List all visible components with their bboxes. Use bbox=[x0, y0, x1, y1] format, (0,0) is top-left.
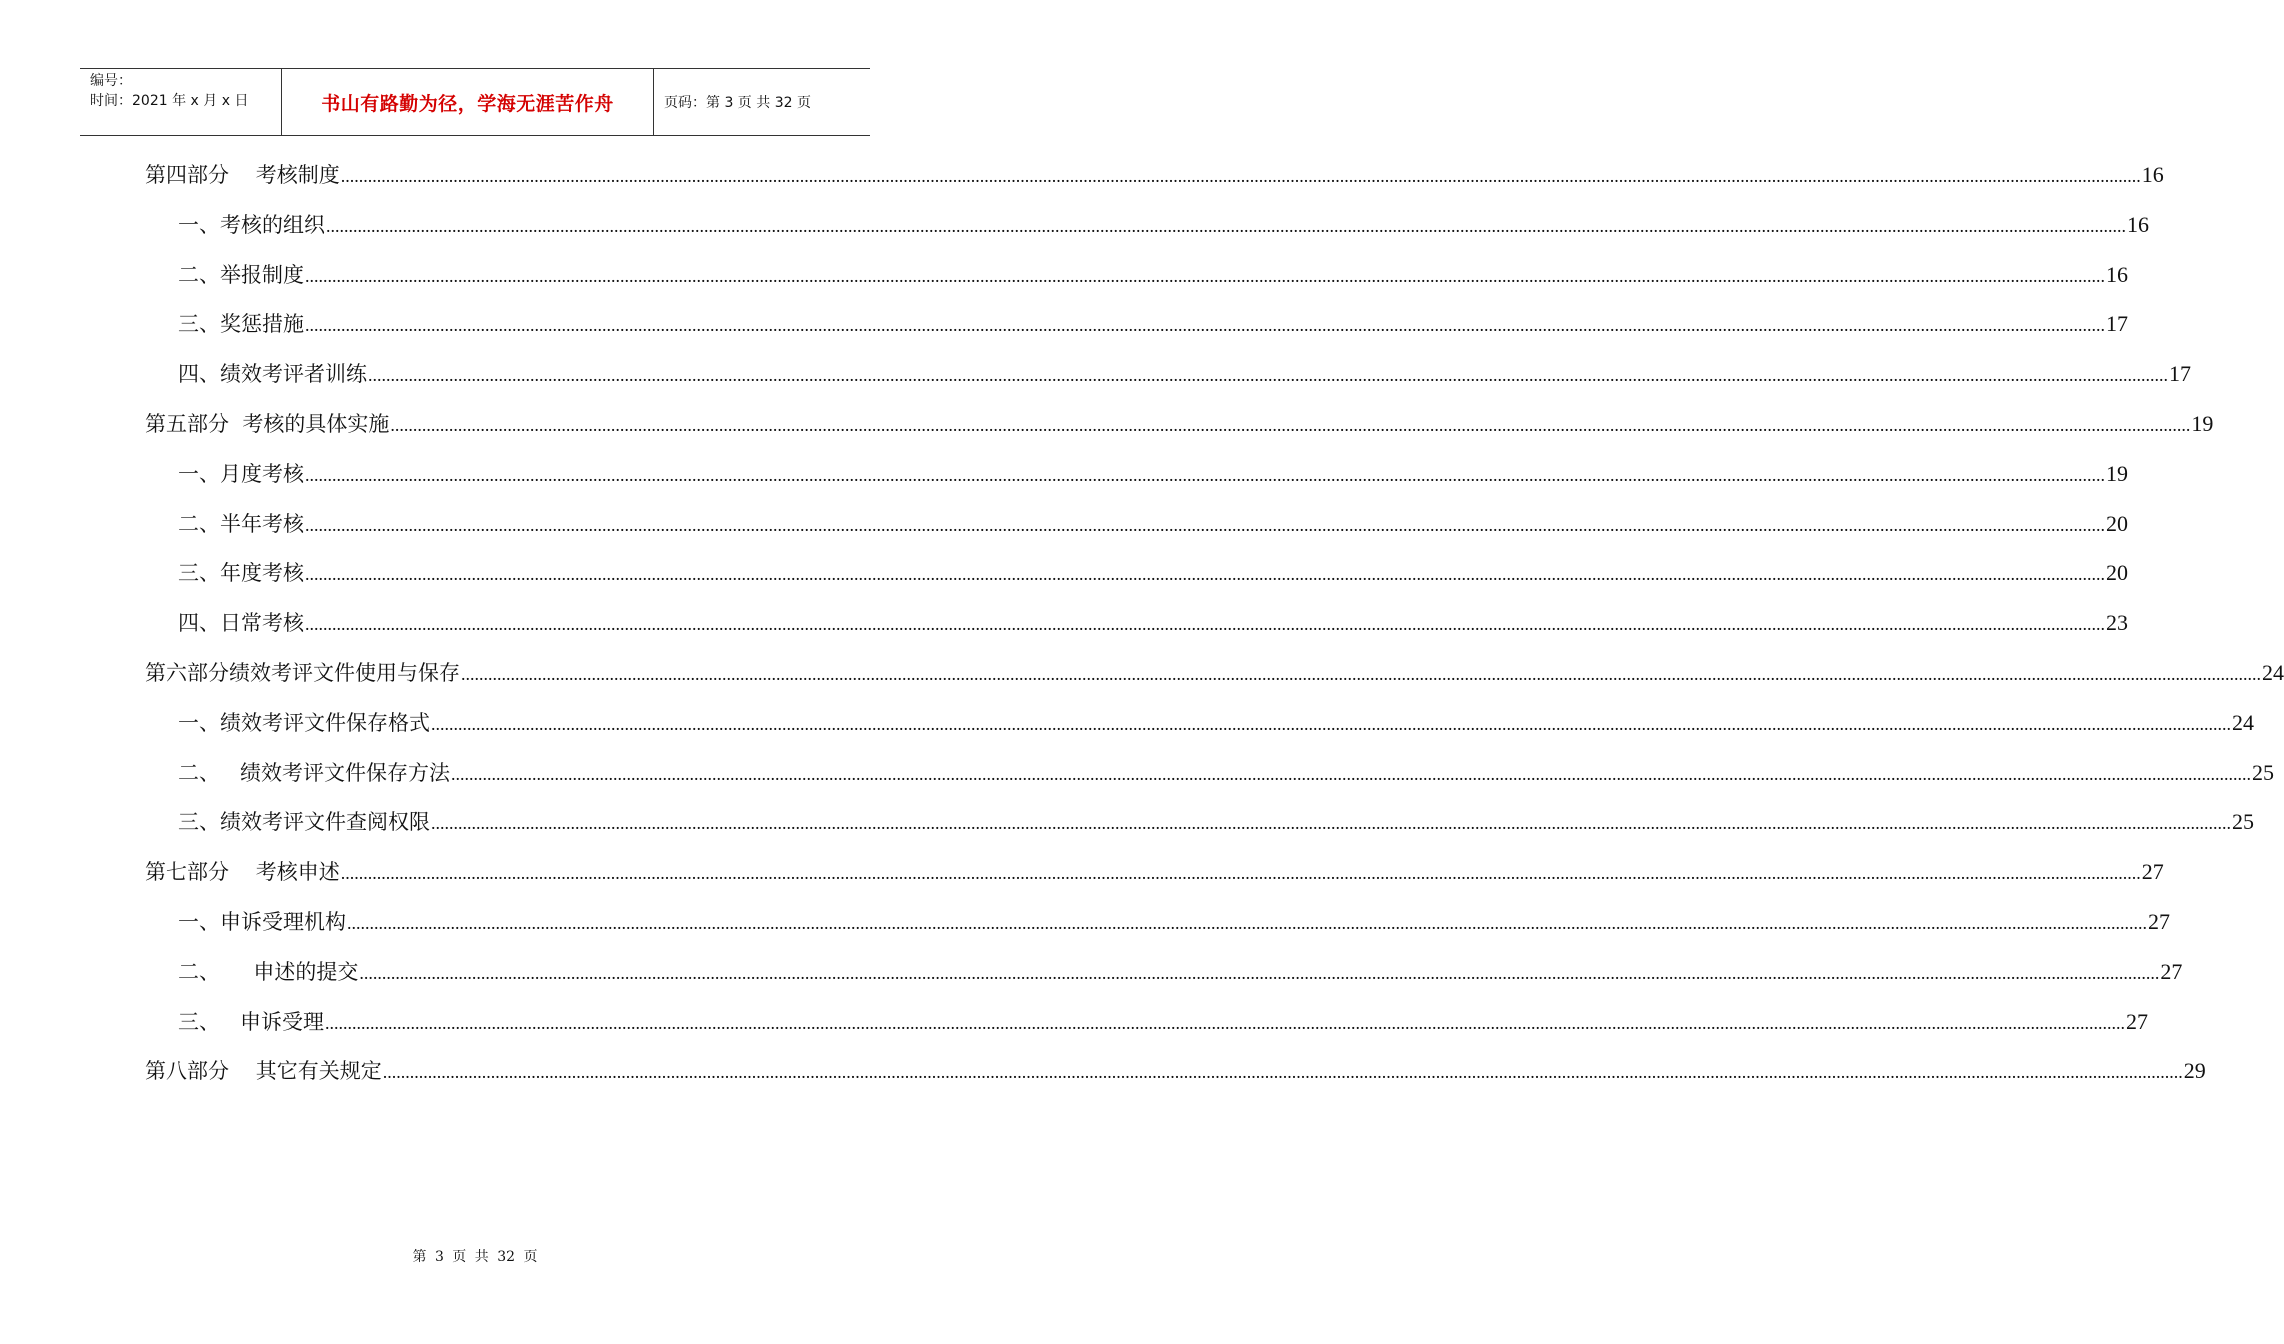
toc-entry-title: 第六部分绩效考评文件使用与保存 bbox=[145, 661, 460, 685]
toc-dot-leader: ................................................................................................................................................................................................................................................................................................................................................................................................................ bbox=[382, 1062, 2183, 1083]
toc-entry-title: 二、举报制度 bbox=[178, 262, 304, 287]
toc-section-entry[interactable] bbox=[178, 210, 2149, 240]
toc-dot-leader: ................................................................................................................................................................................................................................................................................................................................................................................................................ bbox=[305, 315, 2105, 336]
toc-dot-leader: ................................................................................................................................................................................................................................................................................................................................................................................................................ bbox=[305, 614, 2105, 635]
toc-entry-page-number: 24 bbox=[2232, 709, 2254, 735]
toc-section-entry[interactable] bbox=[178, 608, 2128, 638]
toc-entry-title: 二、 申述的提交 bbox=[178, 959, 359, 984]
toc-entry-title: 第七部分 考核申述 bbox=[145, 860, 340, 885]
toc-part-entry[interactable] bbox=[145, 1056, 2206, 1086]
toc-section-entry[interactable] bbox=[178, 260, 2128, 290]
toc-dot-leader: ................................................................................................................................................................................................................................................................................................................................................................................................................ bbox=[451, 763, 2252, 784]
toc-dot-leader: ................................................................................................................................................................................................................................................................................................................................................................................................................ bbox=[305, 514, 2105, 535]
header-page-cell bbox=[654, 69, 870, 135]
toc-section-entry[interactable] bbox=[178, 907, 2170, 937]
toc-entry-page-number: 23 bbox=[2106, 610, 2128, 636]
toc-dot-leader: ................................................................................................................................................................................................................................................................................................................................................................................................................ bbox=[340, 863, 2141, 884]
toc-section-entry[interactable] bbox=[178, 1007, 2149, 1037]
toc-entry-title: 一、绩效考评文件保存格式 bbox=[178, 710, 430, 735]
toc-entry-title: 第五部分 考核的具体实施 bbox=[145, 412, 390, 436]
toc-entry-page-number: 29 bbox=[2183, 1058, 2206, 1084]
toc-entry-page-number: 17 bbox=[2106, 311, 2128, 337]
toc-part-entry[interactable] bbox=[145, 857, 2164, 887]
toc-dot-leader: ................................................................................................................................................................................................................................................................................................................................................................................................................ bbox=[305, 464, 2105, 485]
toc-dot-leader: ................................................................................................................................................................................................................................................................................................................................................................................................................ bbox=[431, 713, 2231, 734]
toc-section-entry[interactable] bbox=[178, 558, 2128, 588]
toc-dot-leader: ................................................................................................................................................................................................................................................................................................................................................................................................................ bbox=[359, 962, 2160, 983]
toc-entry-title: 第四部分 考核制度 bbox=[145, 163, 340, 187]
toc-dot-leader: ................................................................................................................................................................................................................................................................................................................................................................................................................ bbox=[347, 913, 2147, 933]
toc-dot-leader: ................................................................................................................................................................................................................................................................................................................................................................................................................ bbox=[431, 813, 2231, 834]
toc-entry-title: 二、 绩效考评文件保存方法 bbox=[178, 760, 451, 785]
toc-dot-leader: ................................................................................................................................................................................................................................................................................................................................................................................................................ bbox=[340, 166, 2141, 186]
toc-dot-leader: ................................................................................................................................................................................................................................................................................................................................................................................................................ bbox=[368, 365, 2168, 386]
document-header bbox=[80, 68, 870, 136]
toc-section-entry[interactable] bbox=[178, 957, 2183, 987]
header-meta bbox=[80, 69, 282, 135]
toc-part-entry[interactable] bbox=[145, 160, 2164, 190]
toc-section-entry[interactable] bbox=[178, 459, 2128, 489]
toc-entry-page-number: 20 bbox=[2106, 560, 2128, 586]
header-page-info: 页码：第 3 页 共 32 页 bbox=[664, 95, 811, 111]
header-motto: 书山有路勤为径，学海无涯苦作舟 bbox=[321, 92, 614, 115]
toc-dot-leader: ................................................................................................................................................................................................................................................................................................................................................................................................................ bbox=[325, 1012, 2126, 1033]
toc-section-entry[interactable] bbox=[178, 708, 2254, 738]
toc-entry-page-number: 27 bbox=[2160, 958, 2183, 984]
toc-entry-page-number: 25 bbox=[2252, 759, 2275, 785]
toc-entry-page-number: 25 bbox=[2232, 809, 2254, 835]
toc-section-entry[interactable] bbox=[178, 309, 2128, 339]
toc-entry-title: 三、奖惩措施 bbox=[178, 312, 304, 337]
toc-dot-leader: ................................................................................................................................................................................................................................................................................................................................................................................................................ bbox=[305, 564, 2105, 585]
toc-dot-leader: ................................................................................................................................................................................................................................................................................................................................................................................................................ bbox=[326, 215, 2126, 236]
toc-dot-leader: ................................................................................................................................................................................................................................................................................................................................................................................................................ bbox=[305, 265, 2105, 286]
toc-entry-title: 一、申诉受理机构 bbox=[178, 910, 346, 934]
toc-section-entry[interactable] bbox=[178, 807, 2254, 837]
toc-entry-title: 四、绩效考评者训练 bbox=[178, 362, 367, 387]
toc-entry-title: 三、绩效考评文件查阅权限 bbox=[178, 810, 430, 835]
header-motto-cell bbox=[282, 69, 654, 135]
toc-entry-page-number: 16 bbox=[2106, 261, 2128, 287]
toc-entry-page-number: 19 bbox=[2191, 411, 2214, 436]
document-number-label: 编号： bbox=[90, 73, 132, 89]
toc-section-entry[interactable] bbox=[178, 509, 2128, 539]
page-footer: 第 3 页 共 32 页 bbox=[412, 1249, 538, 1265]
toc-entry-page-number: 24 bbox=[2262, 660, 2284, 685]
toc-entry-page-number: 16 bbox=[2127, 211, 2149, 237]
toc-entry-page-number: 20 bbox=[2106, 510, 2128, 536]
toc-entry-page-number: 27 bbox=[2141, 859, 2164, 885]
toc-entry-page-number: 16 bbox=[2141, 162, 2164, 187]
document-date-label: 时间：2021 年 x 月 x 日 bbox=[90, 93, 249, 109]
toc-entry-title: 三、年度考核 bbox=[178, 561, 304, 586]
toc-entry-page-number: 19 bbox=[2106, 460, 2128, 486]
toc-entry-page-number: 27 bbox=[2126, 1008, 2149, 1034]
toc-part-entry[interactable] bbox=[145, 658, 2284, 688]
toc-dot-leader: ................................................................................................................................................................................................................................................................................................................................................................................................................ bbox=[461, 664, 2261, 684]
toc-entry-title: 三、 申诉受理 bbox=[178, 1009, 325, 1034]
toc-entry-page-number: 27 bbox=[2148, 909, 2170, 934]
toc-entry-title: 第八部分 其它有关规定 bbox=[145, 1059, 382, 1084]
toc-entry-title: 一、考核的组织 bbox=[178, 212, 325, 237]
toc-entry-title: 一、月度考核 bbox=[178, 461, 304, 486]
toc-section-entry[interactable] bbox=[178, 758, 2275, 788]
toc-part-entry[interactable] bbox=[145, 409, 2214, 439]
toc-entry-page-number: 17 bbox=[2169, 361, 2191, 387]
toc-section-entry[interactable] bbox=[178, 359, 2191, 389]
toc-entry-title: 四、日常考核 bbox=[178, 611, 304, 636]
toc-entry-title: 二、半年考核 bbox=[178, 511, 304, 536]
toc-dot-leader: ................................................................................................................................................................................................................................................................................................................................................................................................................ bbox=[390, 415, 2191, 435]
